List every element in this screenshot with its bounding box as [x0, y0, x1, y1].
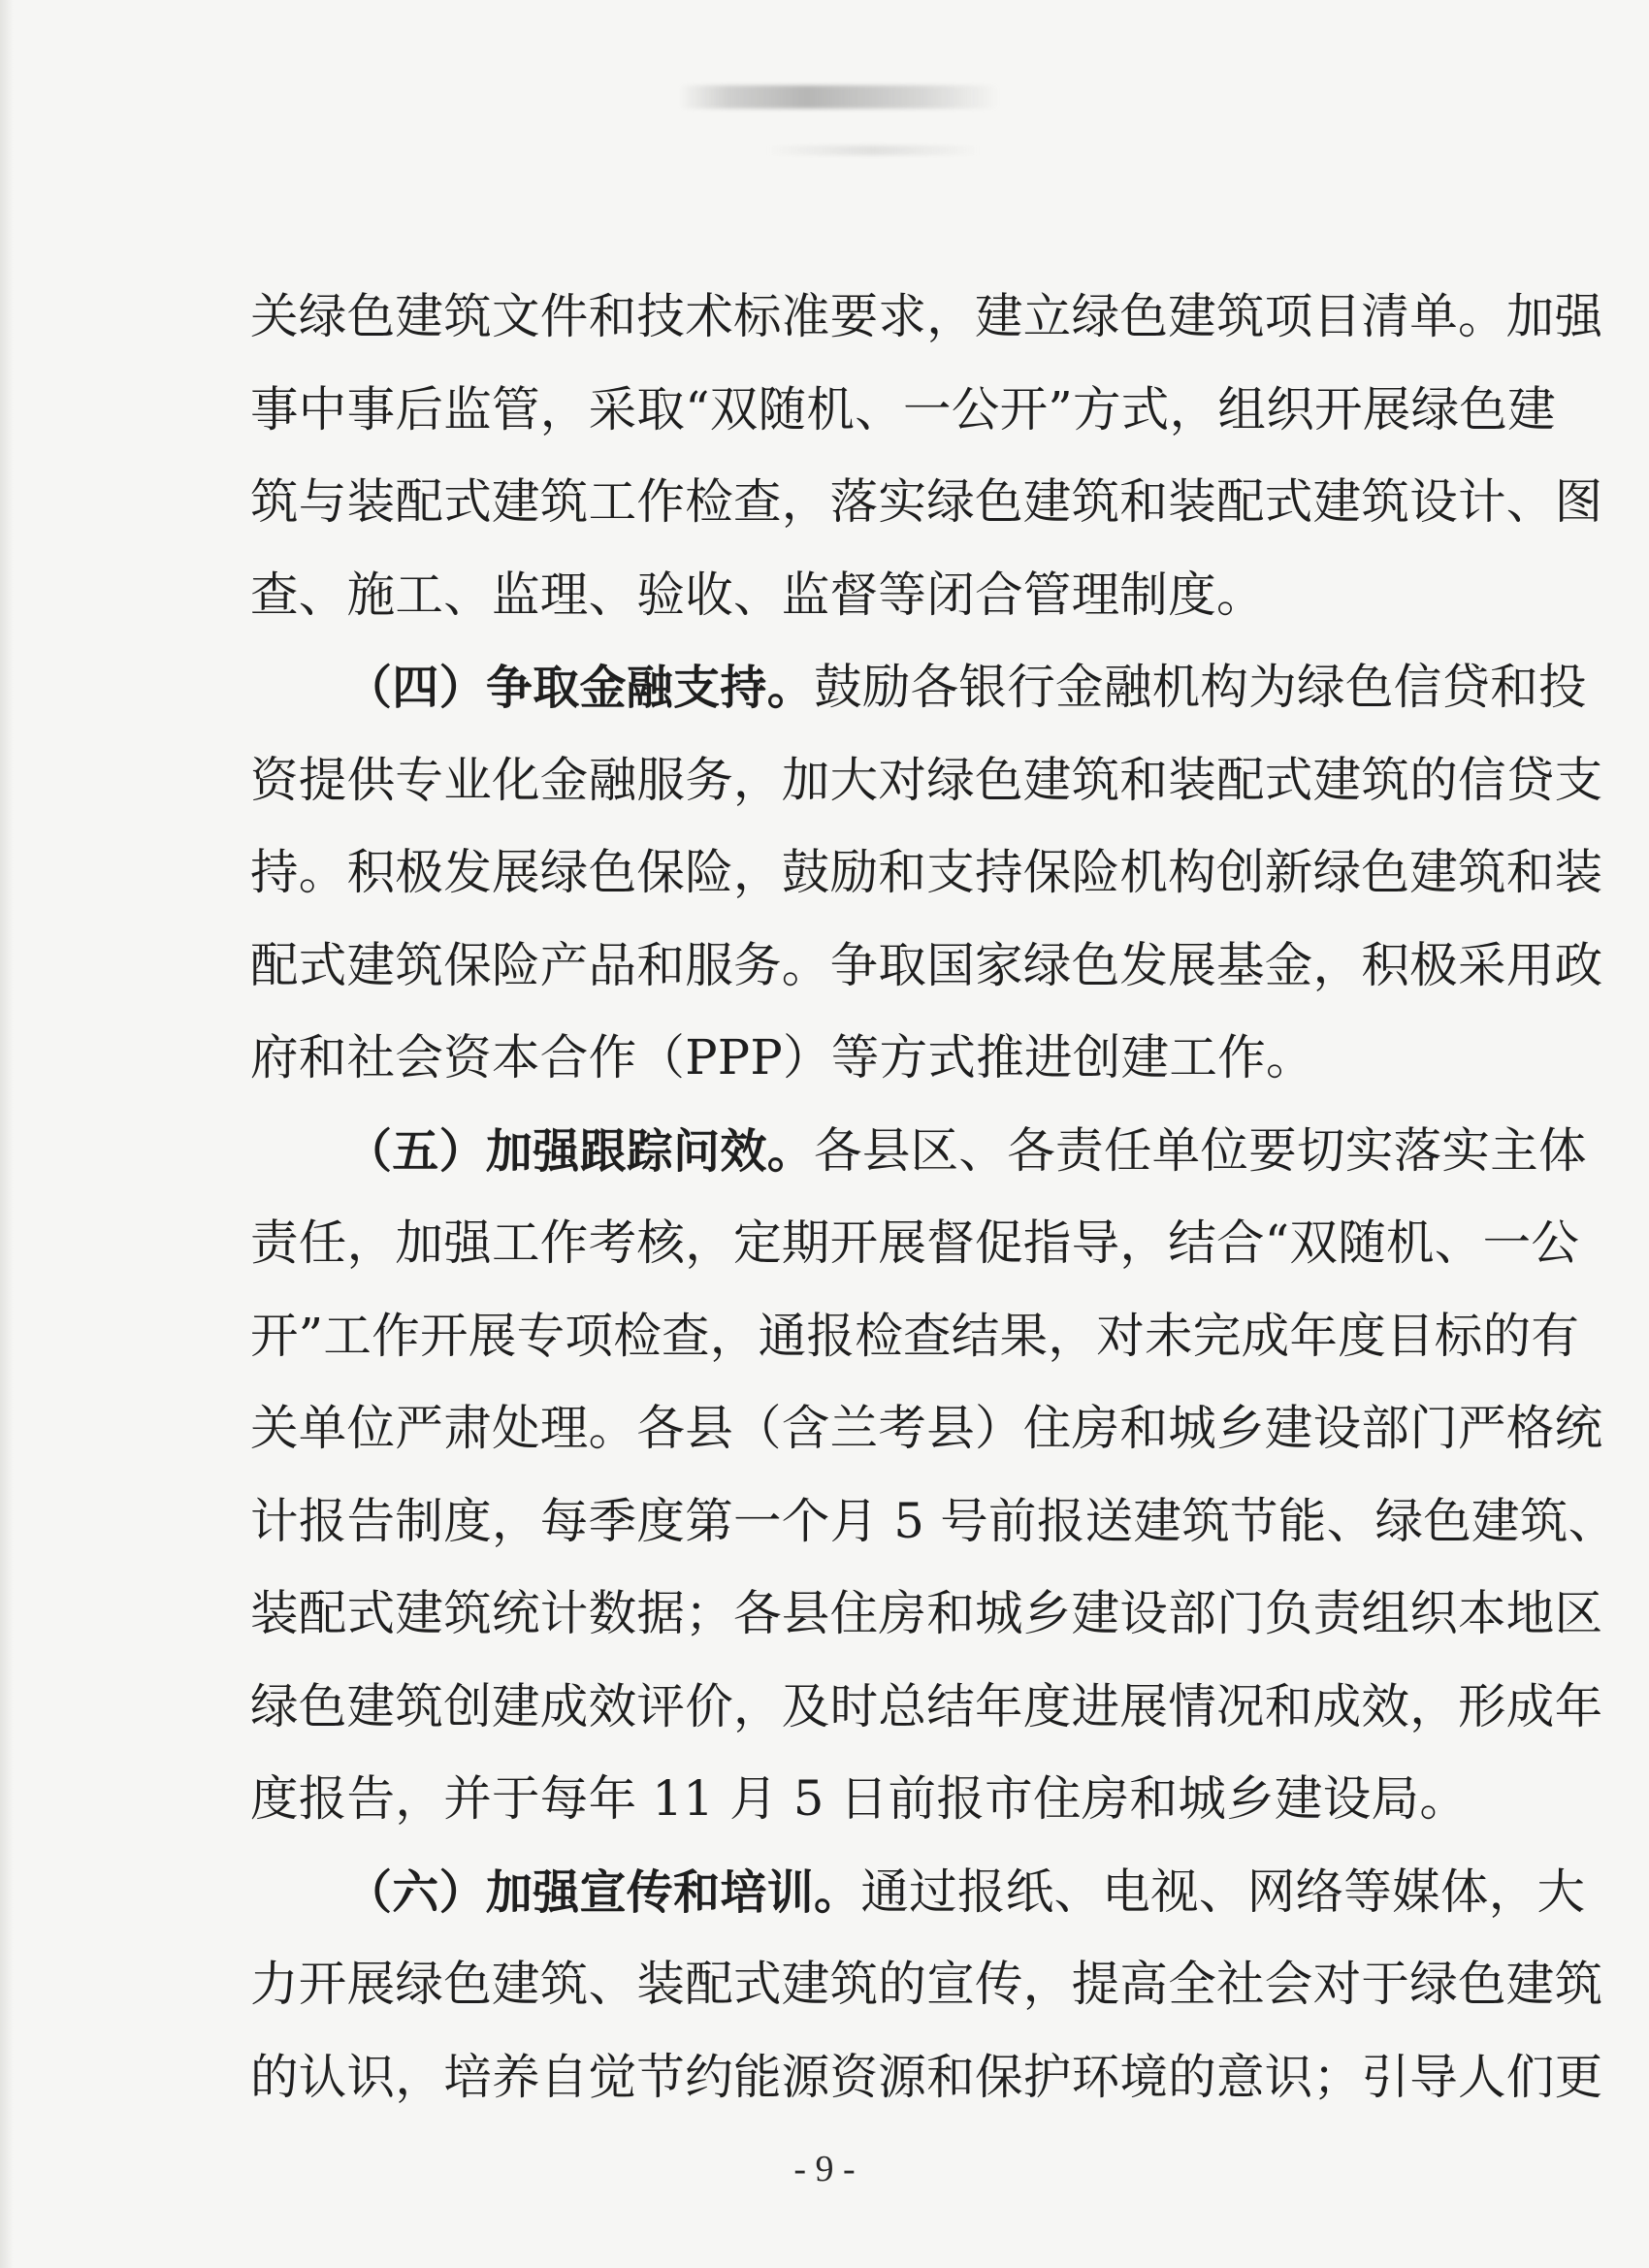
body-line: 的认识，培养自觉节约能源资源和保护环境的意识；引导人们更	[250, 2048, 1603, 2105]
body-line: 关绿色建筑文件和技术标准要求，建立绿色建筑项目清单。加强	[250, 288, 1603, 344]
body-line: 事中事后监管，采取“双随机、一公开”方式，组织开展绿色建	[250, 380, 1557, 437]
body-line: 资提供专业化金融服务，加大对绿色建筑和装配式建筑的信贷支	[250, 751, 1603, 808]
body-line: 度报告，并于每年 11 月 5 日前报市住房和城乡建设局。	[250, 1770, 1469, 1827]
body-line: 力开展绿色建筑、装配式建筑的宣传，提高全社会对于绿色建筑	[250, 1956, 1603, 2012]
body-line: 责任，加强工作考核，定期开展督促指导，结合“双随机、一公	[250, 1215, 1580, 1271]
body-line: 府和社会资本合作（PPP）等方式推进创建工作。	[250, 1029, 1314, 1085]
section-heading: （四）争取金融支持。	[345, 661, 815, 715]
section-heading: （五）加强跟踪问效。	[345, 1123, 815, 1179]
section-first-text: 各县区、各责任单位要切实落实主体	[814, 1121, 1587, 1179]
section-first-line	[250, 1859, 1586, 1952]
body-line: 关单位严肃处理。各县（含兰考县）住房和城乡建设部门严格统	[250, 1400, 1603, 1456]
body-line: 开”工作开展专项检查，通报检查结果，对未完成年度目标的有	[250, 1307, 1580, 1364]
body-line: 绿色建筑创建成效评价，及时总结年度进展情况和成效，形成年	[250, 1677, 1603, 1734]
body-line: 筑与装配式建筑工作检查，落实绿色建筑和装配式建筑设计、图	[250, 473, 1603, 530]
section-heading: （六）加强宣传和培训。	[345, 1864, 861, 1920]
section-first-text: 通过报纸、电视、网络等媒体，大	[860, 1863, 1586, 1920]
body-line: 配式建筑保险产品和服务。争取国家绿色发展基金，积极采用政	[250, 936, 1603, 993]
body-line: 计报告制度，每季度第一个月 5 号前报送建筑节能、绿色建筑、	[250, 1492, 1617, 1549]
faded-header-mark	[679, 85, 999, 109]
faded-header-underline	[766, 146, 980, 155]
scan-edge-shadow	[0, 0, 14, 2268]
section-first-line	[250, 654, 1587, 747]
body-line: 查、施工、监理、验收、监督等闭合管理制度。	[250, 566, 1265, 623]
body-line: 装配式建筑统计数据；各县住房和城乡建设部门负责组织本地区	[250, 1585, 1603, 1641]
document-body	[250, 283, 1617, 2136]
page-number: - 9 -	[793, 2149, 856, 2189]
section-first-line	[250, 1118, 1587, 1211]
body-line: 持。积极发展绿色保险，鼓励和支持保险机构创新绿色建筑和装	[250, 844, 1603, 900]
section-first-text: 鼓励各银行金融机构为绿色信贷和投	[814, 659, 1587, 715]
